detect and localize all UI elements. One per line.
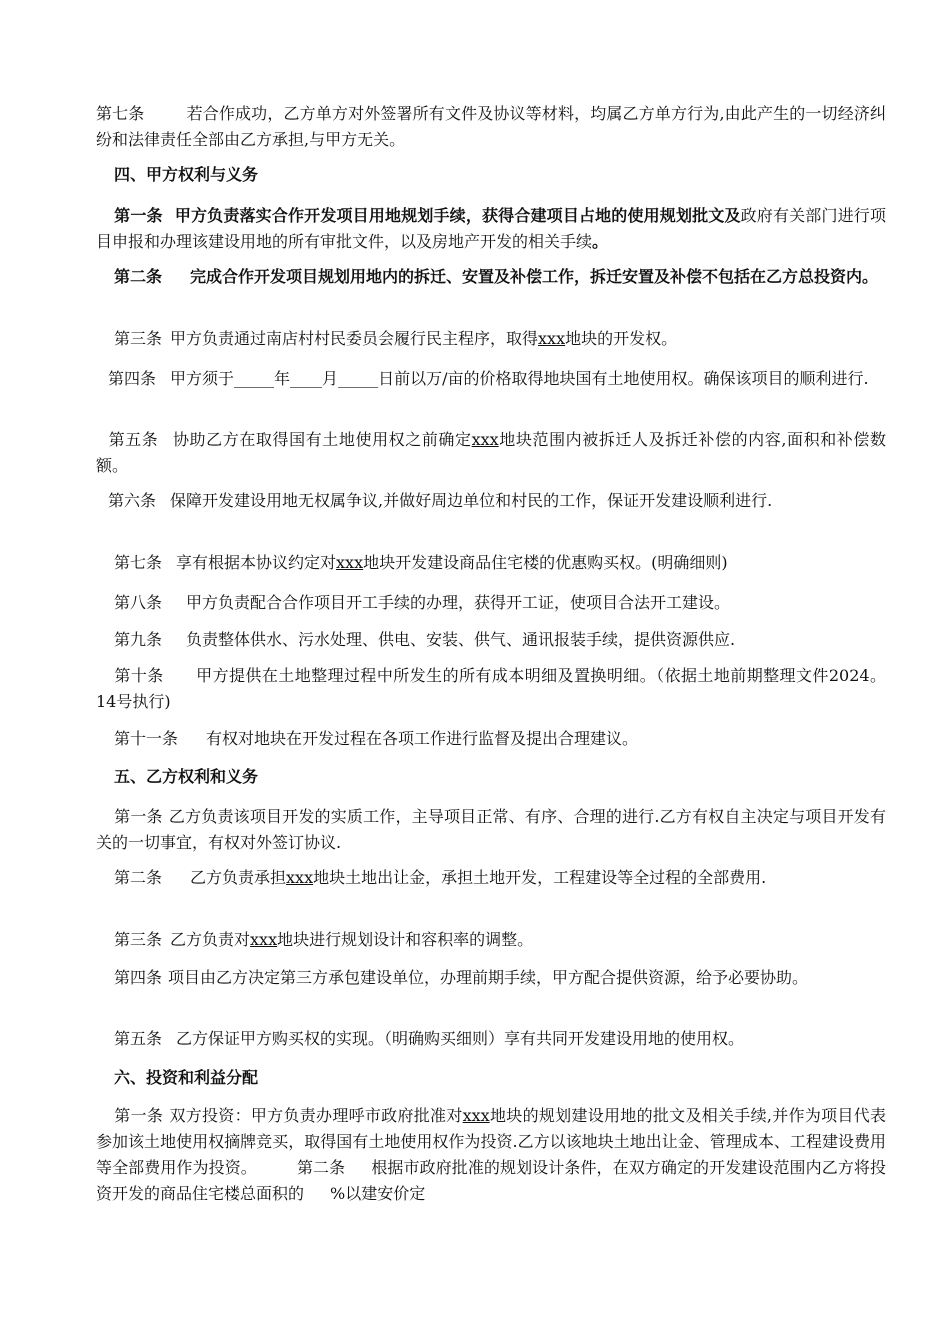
article-text: 根据市政府批准的规划设计条件，在双方确定的开发建设范围内乙方将投资开发的商品住宅楼总面积的	[96, 1158, 886, 1203]
article-text: 有权对地块在开发过程在各项工作进行监督及提出合理建议。	[206, 729, 639, 748]
article-text: 甲方须于	[170, 369, 235, 388]
article-text: 甲方负责配合合作项目开工手续的办理，获得开工证，使项目合法开工建设。	[186, 593, 731, 612]
article-text: 享有根据本协议约定对	[176, 553, 337, 572]
article-7-paragraph	[96, 101, 886, 153]
sec6-article-1	[96, 1103, 886, 1207]
article-text-end: 。	[592, 232, 609, 251]
placeholder-xxx: xxx	[471, 430, 499, 449]
placeholder-xxx: xxx	[462, 1106, 490, 1125]
article-text: 乙方负责承担	[190, 868, 287, 887]
month-label: 月	[322, 369, 339, 388]
sec4-article-11	[96, 726, 886, 752]
article-number: 第五条	[108, 430, 159, 449]
article-number: 第二条	[114, 267, 163, 286]
placeholder-xxx: xxx	[286, 868, 314, 887]
blank-year: _____	[234, 369, 275, 388]
article-number: 第九条	[114, 630, 163, 649]
sec4-article-5	[96, 427, 886, 479]
article-text-post: %以建安价定	[330, 1184, 426, 1203]
article-text: 双方投资：甲方负责办理呼市政府批准对	[169, 1106, 463, 1125]
article-text-post: 地块土地出让金，承担土地开发，工程建设等全过程的全部费用.	[313, 868, 767, 887]
article-text-post: 地块的规划建设用地的批文及相关手续,并作为项目代表参加该土地使用权摘牌竞买，取得国有土地使用权作为投资.乙方以该地块土地出让金、管理成本、工程建设费用等全部费用作为投资。	[96, 1106, 886, 1177]
article-text: 乙方保证甲方购买权的实现。（明确购买细则）享有共同开发建设用地的使用权。	[176, 1029, 745, 1048]
sec4-article-1	[96, 203, 886, 255]
article-number: 第二条	[296, 1158, 346, 1177]
sec4-article-6	[96, 488, 886, 514]
article-text: 甲方负责落实合作开发项目用地规划手续，获得合建项目占地的使用规划批文及	[174, 206, 741, 225]
article-number: 第四条	[108, 369, 157, 388]
article-text-post: 地块的开发权。	[565, 329, 678, 348]
article-text: 乙方负责该项目开发的实质工作，主导项目正常、有序、合理的进行.乙方有权自主决定与项目开发有关的一切事宜，有权对外签订协议.	[96, 807, 886, 852]
sec4-article-3	[96, 326, 886, 352]
sec4-article-7	[96, 550, 886, 576]
article-text: 甲方负责通过南店村村民委员会履行民主程序，取得	[170, 329, 539, 348]
article-text-post: 日前以万/亩的价格取得地块国有土地使用权。确保该项目的顺利进行.	[378, 369, 869, 388]
article-number: 第一条	[114, 206, 163, 225]
article-text: 项目由乙方决定第三方承包建设单位，办理前期手续，甲方配合提供资源，给予必要协助。	[168, 968, 809, 987]
article-number: 第七条	[114, 553, 163, 572]
sec5-article-5	[96, 1026, 886, 1052]
article-number: 第一条	[114, 1106, 164, 1125]
sec4-article-8	[96, 590, 886, 616]
article-text: 保障开发建设用地无权属争议,并做好周边单位和村民的工作，保证开发建设顺利进行.	[170, 491, 773, 510]
article-text: 甲方提供在土地整理过程中所发生的所有成本明细及置换明细。（依据土地前期整理文件2024。14号执行)	[96, 666, 886, 711]
article-text: 乙方负责对	[170, 930, 251, 949]
year-label: 年	[274, 369, 291, 388]
article-number: 第七条	[96, 104, 145, 123]
sec4-article-4	[96, 366, 886, 392]
article-number: 第一条	[114, 807, 163, 826]
article-text: 若合作成功，乙方单方对外签署所有文件及协议等材料，均属乙方单方行为,由此产生的一切经济纠纷和法律责任全部由乙方承担,与甲方无关。	[96, 104, 886, 149]
placeholder-xxx: xxx	[336, 553, 364, 572]
section-heading-5: 五、乙方权利和义务	[114, 767, 259, 786]
sec5-article-1	[96, 804, 886, 856]
article-number: 第四条	[114, 968, 163, 987]
article-text-post: 地块进行规划设计和容积率的调整。	[277, 930, 534, 949]
sec4-article-2	[96, 264, 886, 290]
sec4-article-9	[96, 627, 886, 653]
article-number: 第三条	[114, 329, 163, 348]
placeholder-xxx: xxx	[250, 930, 278, 949]
article-text-tail: 政府有关部门进行项目申报和办理该建设用地的所有审批文件，以及房地产开发的相关手续	[96, 206, 886, 251]
article-text-post: 地块范围内被拆迁人及拆迁补偿的内容,面积和补偿数额。	[96, 430, 886, 475]
article-number: 第十一条	[114, 729, 179, 748]
section-heading-4: 四、甲方权利与义务	[114, 165, 259, 184]
placeholder-xxx: xxx	[538, 329, 566, 348]
article-number: 第六条	[108, 491, 157, 510]
sec4-article-10	[96, 663, 886, 715]
article-number: 第十条	[114, 666, 164, 685]
blank-day: _____	[338, 369, 379, 388]
article-text: 协助乙方在取得国有土地使用权之前确定	[172, 430, 472, 449]
article-text-post: 地块开发建设商品住宅楼的优惠购买权。(明确细则)	[363, 553, 728, 572]
article-text: 完成合作开发项目规划用地内的拆迁、安置及补偿工作，拆迁安置及补偿不包括在乙方总投资内。	[190, 267, 879, 286]
article-number: 第三条	[114, 930, 163, 949]
article-number: 第二条	[114, 868, 163, 887]
article-text: 负责整体供水、污水处理、供电、安装、供气、通讯报装手续，提供资源供应.	[186, 630, 736, 649]
sec5-article-4	[96, 965, 886, 991]
sec5-article-2	[96, 865, 886, 891]
article-number: 第五条	[114, 1029, 163, 1048]
section-heading-6: 六、投资和利益分配	[114, 1068, 259, 1087]
blank-month: ____	[290, 369, 323, 388]
article-number: 第八条	[114, 593, 163, 612]
sec5-article-3	[96, 927, 886, 953]
